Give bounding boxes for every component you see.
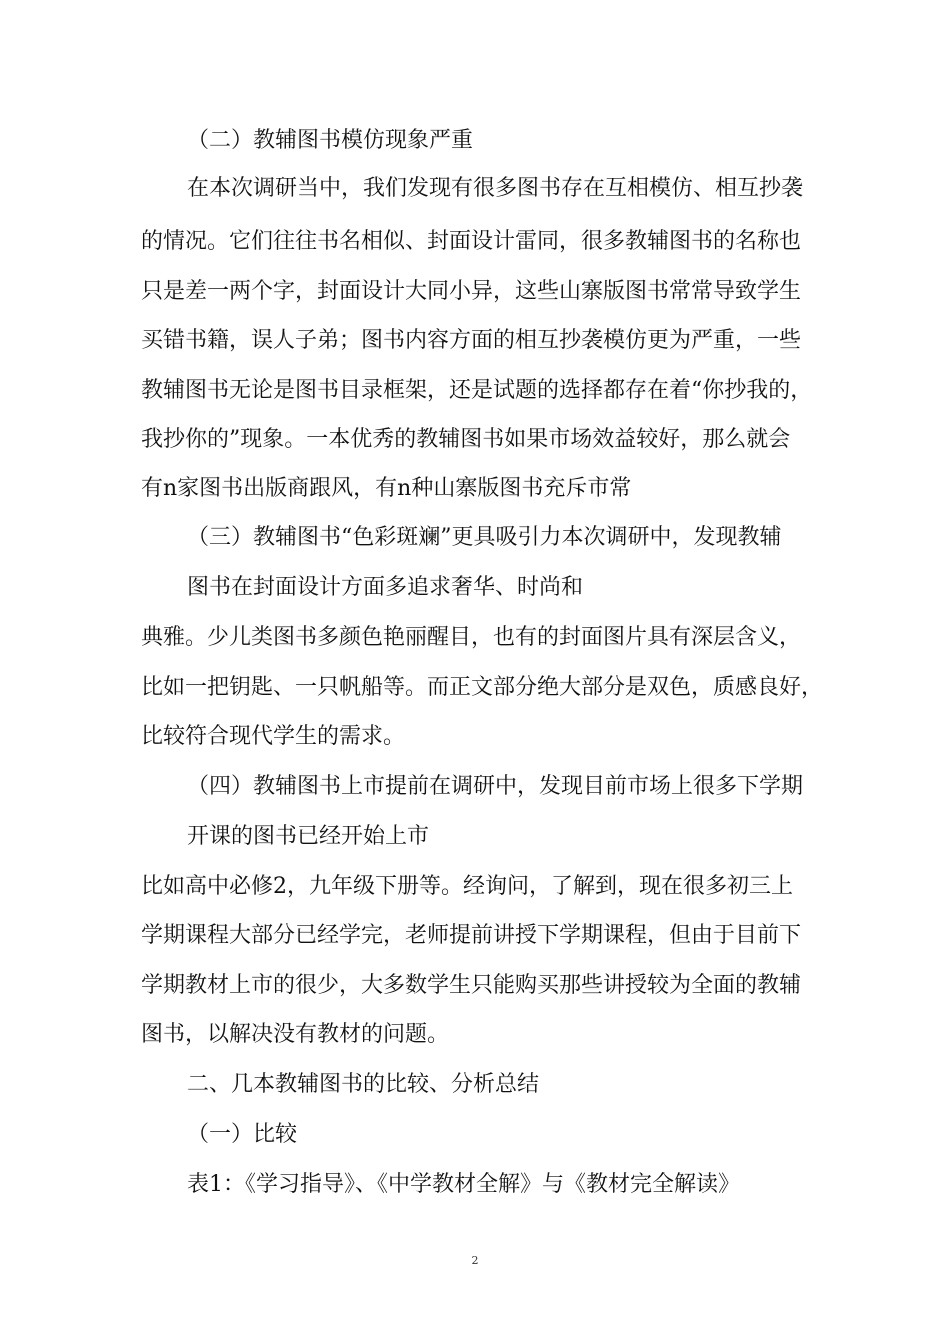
paragraph-line: 比较符合现代学生的需求。	[141, 724, 406, 749]
paragraph-line: 学期教材上市的很少，大多数学生只能购买那些讲授较为全面的教辅	[141, 973, 802, 998]
paragraph-line: 图书在封面设计方面多追求奢华、时尚和	[187, 575, 584, 600]
paragraph-line: 比如一把钥匙、一只帆船等。而正文部分绝大部分是双色，质感良好，	[141, 675, 824, 700]
paragraph-line: 买错书籍，误人子弟；图书内容方面的相互抄袭模仿更为严重，一些	[141, 328, 802, 353]
section-heading-compare: （一）比较	[187, 1122, 298, 1147]
section-heading-colorful: （三）教辅图书“色彩斑斓”更具吸引力本次调研中，发现教辅	[187, 525, 782, 550]
paragraph-line: 典雅。少儿类图书多颜色艳丽醒目，也有的封面图片具有深层含义，	[141, 625, 802, 650]
paragraph-line: 的情况。它们往往书名相似、封面设计雷同，很多教辅图书的名称也	[141, 229, 802, 254]
section-heading-early-release: （四）教辅图书上市提前在调研中，发现目前市场上很多下学期	[187, 774, 804, 799]
paragraph-line: 在本次调研当中，我们发现有很多图书存在互相模仿、相互抄袭	[187, 176, 804, 201]
paragraph-line: 只是差一两个字，封面设计大同小异，这些山寨版图书常常导致学生	[141, 279, 802, 304]
paragraph-line: 教辅图书无论是图书目录框架，还是试题的选择都存在着“你抄我的，	[141, 378, 813, 403]
paragraph-line: 我抄你的”现象。一本优秀的教辅图书如果市场效益较好，那么就会	[141, 427, 791, 452]
paragraph-line: 学期课程大部分已经学完，老师提前讲授下学期课程，但由于目前下	[141, 923, 802, 948]
table-caption: 表1：《学习指导》、《中学教材全解》与《教材完全解读》	[187, 1172, 740, 1197]
page-number: 2	[471, 1254, 479, 1267]
paragraph-line: 图书，以解决没有教材的问题。	[141, 1022, 450, 1047]
paragraph-line: 有n家图书出版商跟风，有n种山寨版图书充斥市常	[141, 476, 632, 501]
paragraph-line: 开课的图书已经开始上市	[187, 824, 430, 849]
chapter-heading-comparison: 二、几本教辅图书的比较、分析总结	[187, 1072, 540, 1097]
paragraph-line: 比如高中必修2，九年级下册等。经询问，了解到，现在很多初三上	[141, 874, 793, 899]
section-heading-imitation: （二）教辅图书模仿现象严重	[187, 128, 474, 153]
